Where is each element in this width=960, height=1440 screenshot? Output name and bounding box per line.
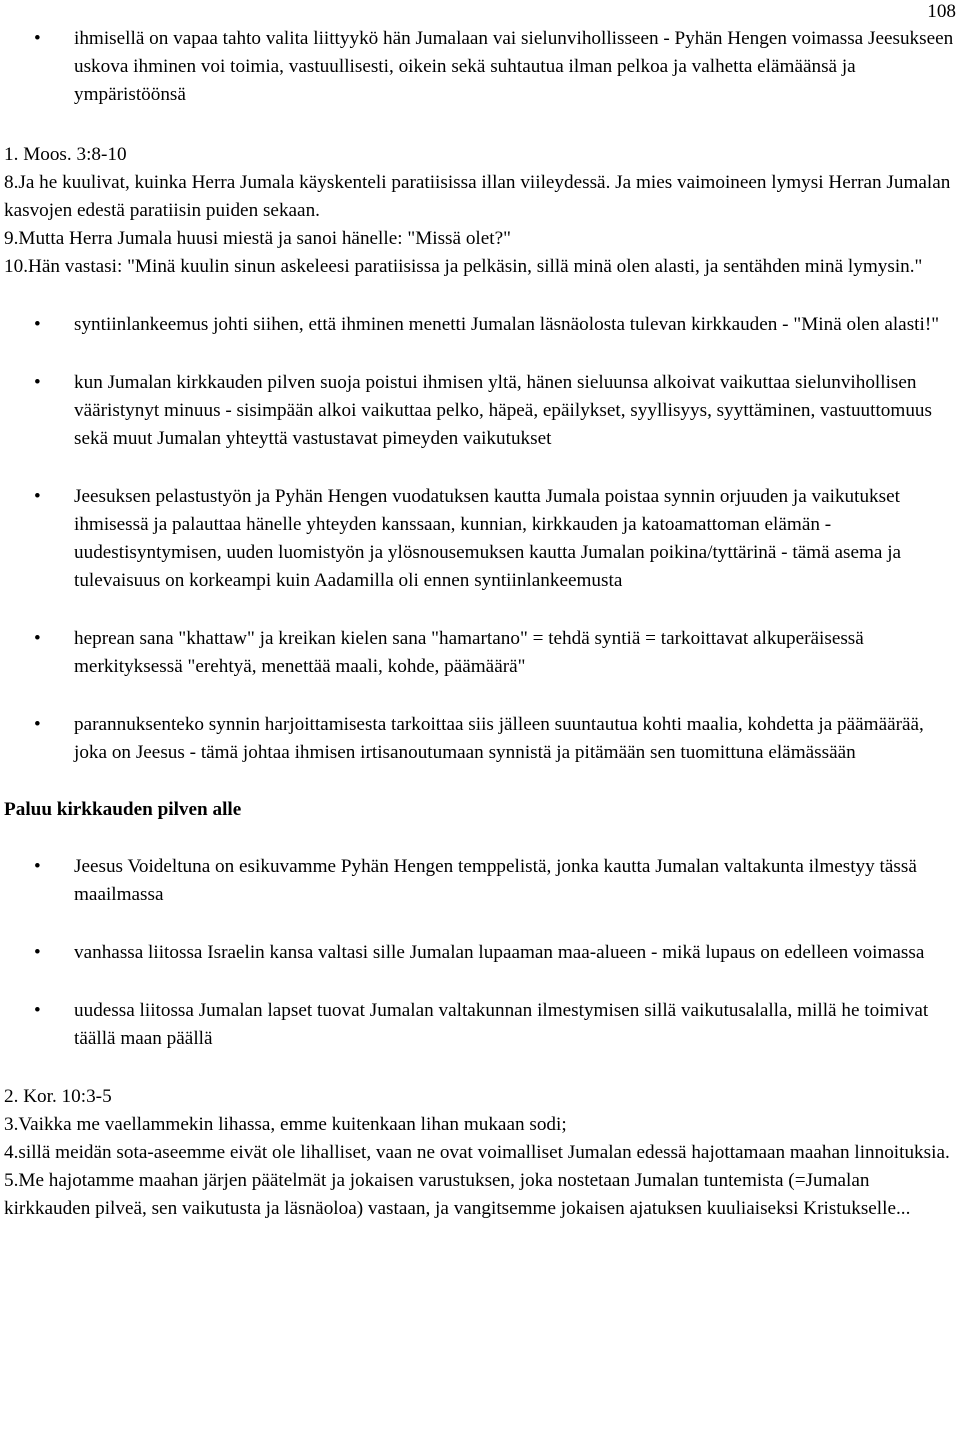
- verse-kor-4: 4.sillä meidän sota-aseemme eivät ole lihalliset, vaan ne ovat voimalliset Jumalan edessä hajottamaan maahan linnoituksia.: [4, 1142, 950, 1163]
- verse-moos-8: 8.Ja he kuulivat, kuinka Herra Jumala käyskenteli paratiisissa illan viileydessä. Ja mies vaimoineen lymysi Herran Jumalan kasvojen edestä paratiisin puiden sekaan.: [4, 172, 951, 221]
- bullet-icon: •: [34, 486, 41, 507]
- bullet-text: Jeesus Voideltuna on esikuvamme Pyhän Hengen temppelistä, jonka kautta Jumalan valtakunta ilmestyy tässä maailmassa: [74, 856, 917, 905]
- bullet-icon: •: [34, 314, 41, 335]
- bullet-item-fall: [0, 311, 955, 339]
- bullet-item-new-covenant: [0, 997, 955, 1053]
- bullet-icon: •: [34, 1000, 41, 1021]
- bullet-text: syntiinlankeemus johti siihen, että ihminen menetti Jumalan läsnäolosta tulevan kirkkauden - "Minä olen alasti!": [74, 314, 940, 335]
- verse-kor-3: 3.Vaikka me vaellammekin lihassa, emme kuitenkaan lihan mukaan sodi;: [4, 1114, 567, 1135]
- verse-moos-9: 9.Mutta Herra Jumala huusi miestä ja sanoi hänelle: "Missä olet?": [4, 228, 511, 249]
- scripture-reference-moos: 1. Moos. 3:8-10: [4, 144, 127, 165]
- verse-moos-10: 10.Hän vastasi: "Minä kuulin sinun askeleesi paratiisissa ja pelkäsin, sillä minä olen alasti, ja sentähden minä lymysin.": [4, 256, 923, 277]
- section-heading: Paluu kirkkauden pilven alle: [4, 799, 242, 820]
- bullet-icon: •: [34, 714, 41, 735]
- bullet-item-repentance: [0, 711, 955, 767]
- bullet-text: ihmisellä on vapaa tahto valita liittyykö hän Jumalaan vai sielunvihollisseen - Pyhän Hengen voimassa Jeesukseen uskova ihminen voi toimia, vastuullisesti, oikein sekä suhtautua ilman pelkoa ja valhetta elämäänsä ja ympäristöönsä: [74, 28, 954, 105]
- bullet-icon: •: [34, 28, 41, 49]
- bullet-item-jesus-example: [0, 853, 955, 909]
- bullet-text: heprean sana "khattaw" ja kreikan kielen sana "hamartano" = tehdä syntiä = tarkoittavat alkuperäisessä merkityksessä "erehtyä, menettää maali, kohde, päämäärä": [74, 628, 864, 677]
- bullet-item-free-will: [0, 25, 955, 109]
- bullet-text: parannuksenteko synnin harjoittamisesta tarkoittaa siis jälleen suuntautua kohti maalia, kohdetta ja päämäärää, joka on Jeesus - tämä johtaa ihmisen irtisanoutumaan synnistä ja pitämään sen tuomittuna elämässään: [74, 714, 924, 763]
- bullet-text: uudessa liitossa Jumalan lapset tuovat Jumalan valtakunnan ilmestymisen sillä vaikutusalalla, millä he toimivat täällä maan päällä: [74, 1000, 929, 1049]
- bullet-text: vanhassa liitossa Israelin kansa valtasi sille Jumalan lupaaman maa-alueen - mikä lupaus on edelleen voimassa: [74, 942, 925, 963]
- bullet-icon: •: [34, 628, 41, 649]
- bullet-item-salvation: [0, 483, 955, 595]
- scripture-reference-kor: 2. Kor. 10:3-5: [4, 1086, 112, 1107]
- bullet-text: kun Jumalan kirkkauden pilven suoja poistui ihmisen yltä, hänen sieluunsa alkoivat vaikuttaa sielunvihollisen vääristynyt minuus - sisimpään alkoi vaikuttaa pelko, häpeä, epäilykset, syyllisyys, syyttäminen, vastuuttomuus sekä muut Jumalan yhteyttä vastustavat pimeyden vaikutukset: [74, 372, 932, 449]
- bullet-item-old-covenant: [0, 939, 955, 967]
- document-body: [0, 25, 955, 1223]
- bullet-item-hebrew-word: [0, 625, 955, 681]
- bullet-icon: •: [34, 856, 41, 877]
- bullet-icon: •: [34, 372, 41, 393]
- page-number: 108: [927, 1, 956, 22]
- verse-kor-5: 5.Me hajotamme maahan järjen päätelmät ja jokaisen varustuksen, joka nostetaan Jumalan tuntemista (=Jumalan kirkkauden pilveä, sen vaikutusta ja läsnäoloa) vastaan, ja vangitsemme jokaisen ajatuksen kuuliaiseksi Kristukselle...: [4, 1170, 911, 1219]
- bullet-text: Jeesuksen pelastustyön ja Pyhän Hengen vuodatuksen kautta Jumala poistaa synnin orjuuden ja vaikutukset ihmisessä ja palauttaa hänelle yhteyden kanssaan, kunnian, kirkkauden ja katoamattoman elämän - uudestisyntymisen, uuden luomistyön ja ylösnousemuksen kautta Jumalan poikina/tyttärinä - tämä asema ja tulevaisuus on korkeampi kuin Aadamilla oli ennen syntiinlankeemusta: [74, 486, 902, 591]
- bullet-icon: •: [34, 942, 41, 963]
- bullet-item-glory-cloud: [0, 369, 955, 453]
